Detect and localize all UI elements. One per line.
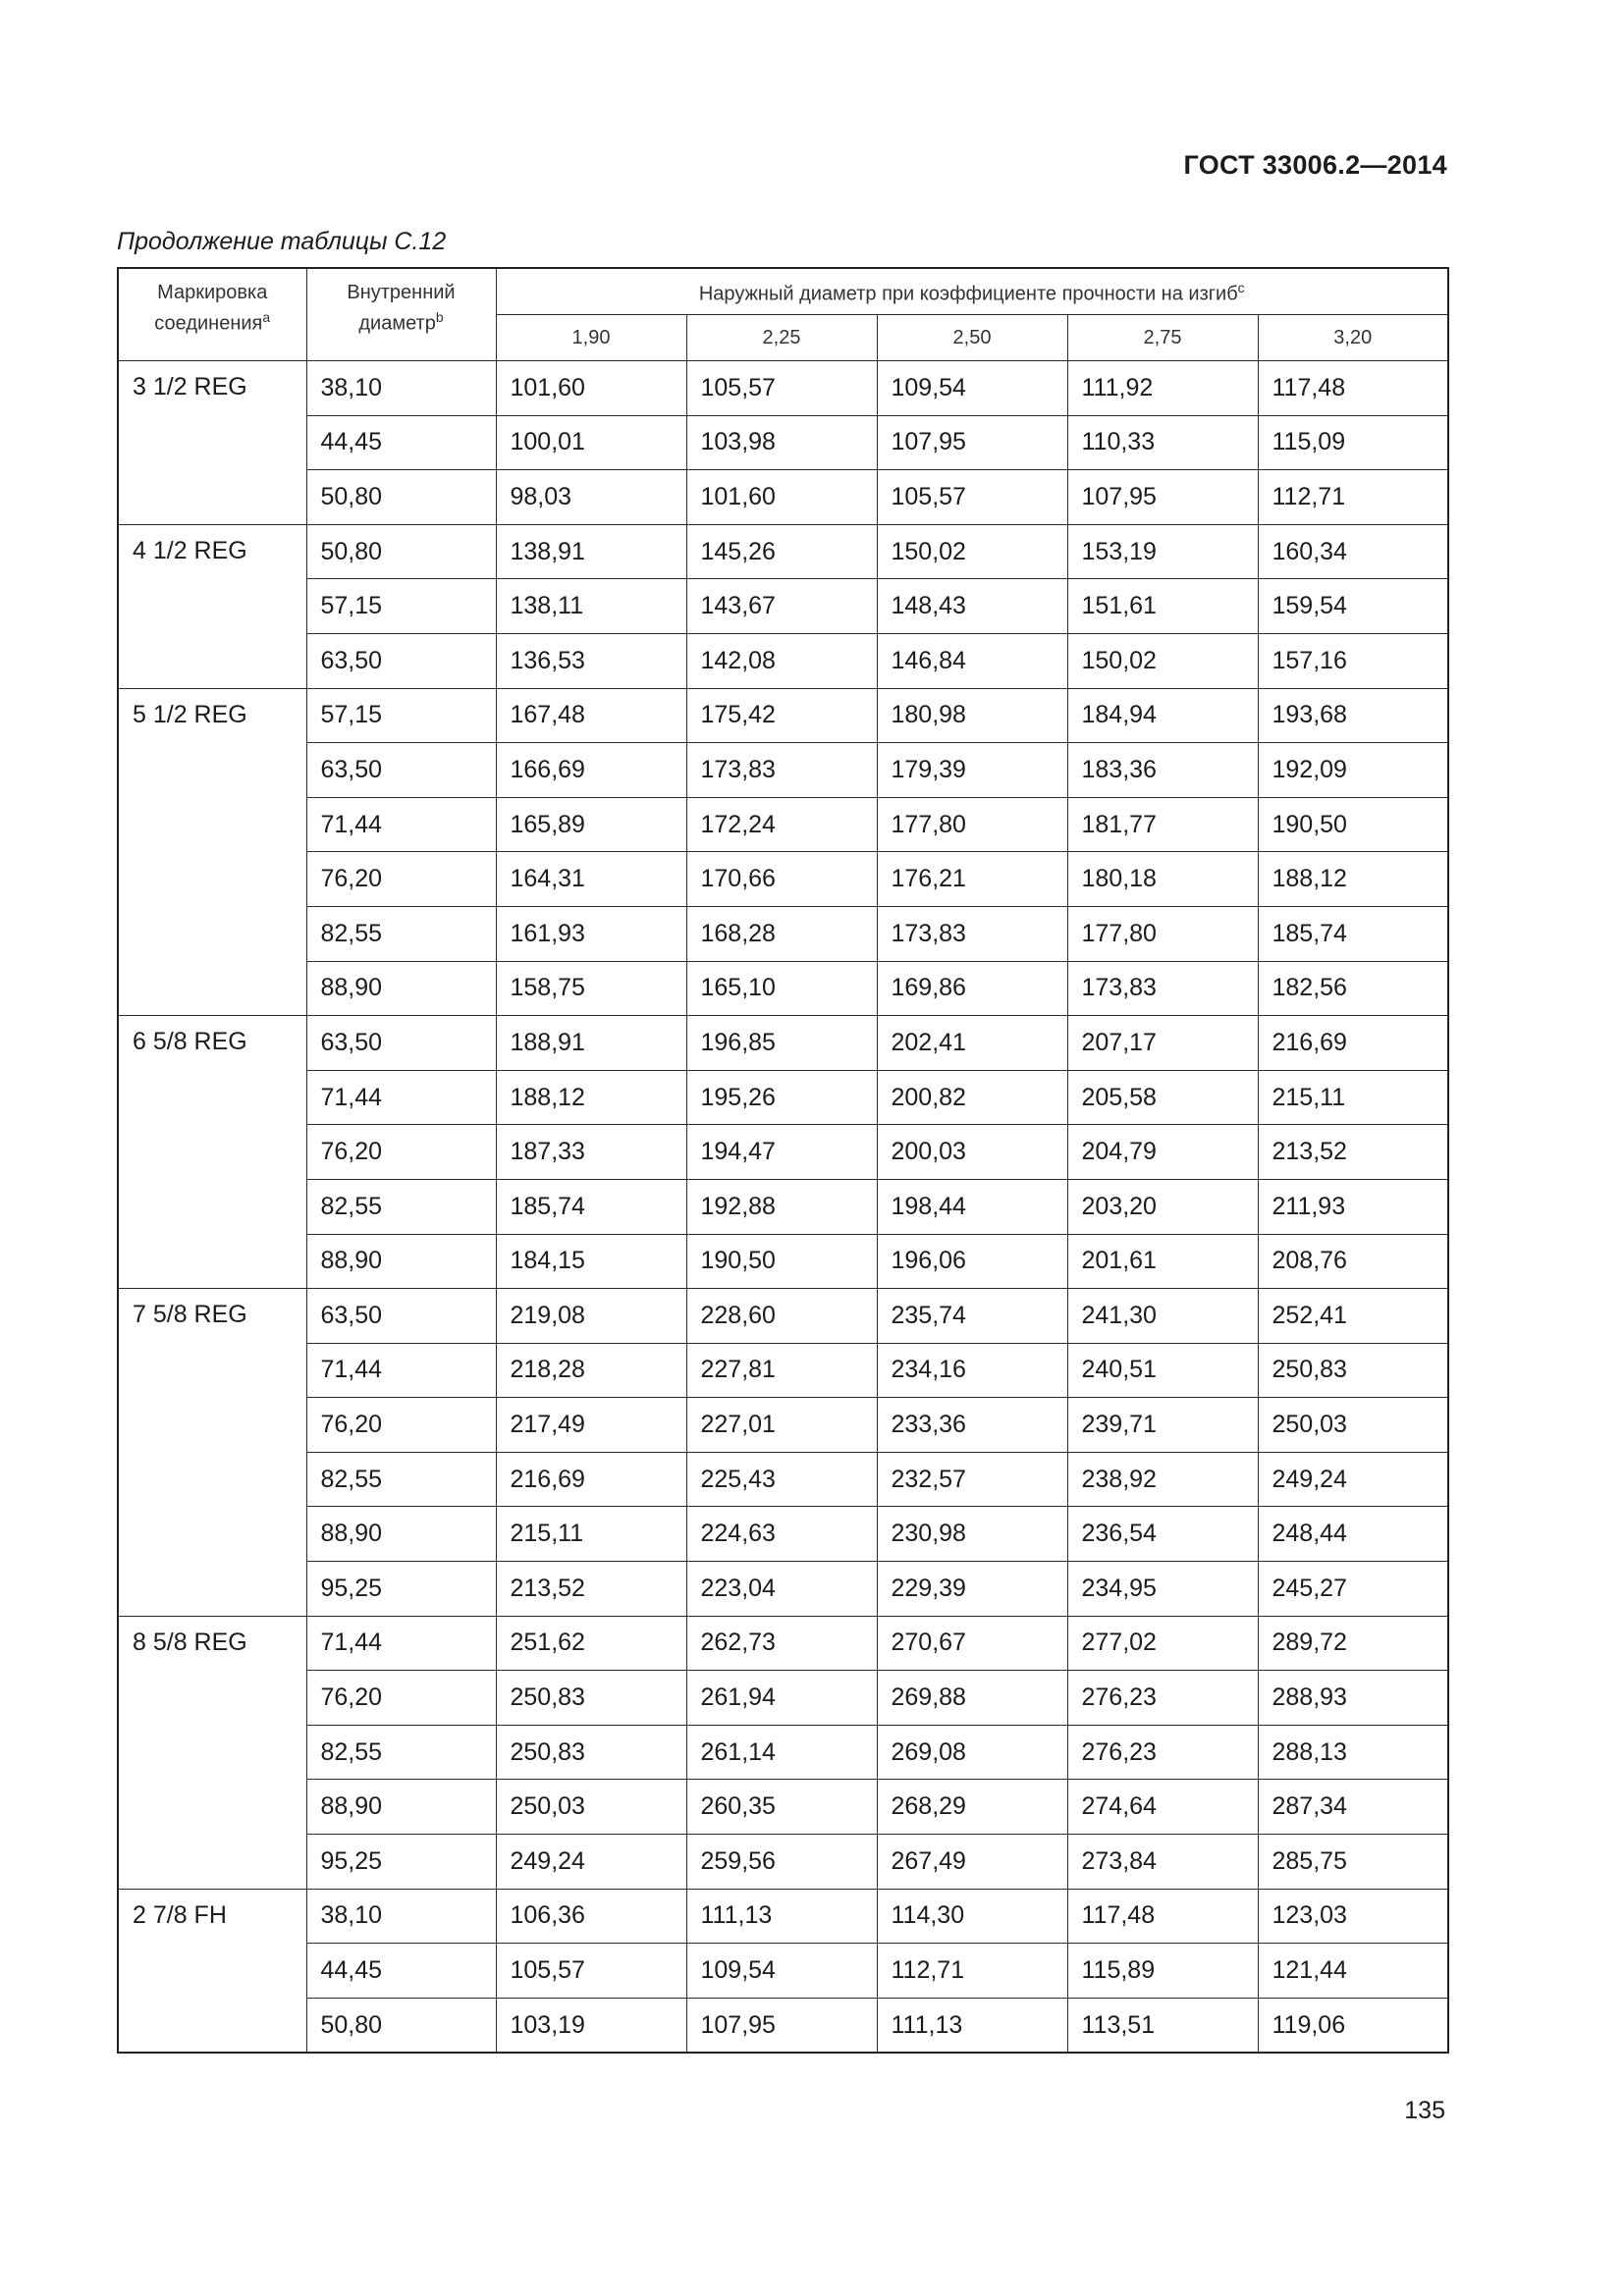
table-row [118, 1835, 1448, 1890]
table-row [118, 1944, 1448, 1999]
outer-diameter-cell: 227,01 [686, 1398, 877, 1453]
outer-diameter-cell: 111,92 [1067, 361, 1258, 416]
outer-diameter-cell: 216,69 [1258, 1016, 1448, 1071]
outer-diameter-cell: 230,98 [877, 1507, 1067, 1562]
outer-diameter-cell: 239,71 [1067, 1398, 1258, 1453]
outer-diameter-cell: 115,89 [1067, 1944, 1258, 1999]
outer-diameter-cell: 123,03 [1258, 1889, 1448, 1944]
table-row [118, 1289, 1448, 1344]
outer-diameter-cell: 173,83 [877, 906, 1067, 961]
inner-diameter-cell: 44,45 [306, 415, 496, 470]
outer-diameter-cell: 168,28 [686, 906, 877, 961]
outer-diameter-cell: 103,98 [686, 415, 877, 470]
connection-marking-cell: 4 1/2 REG [118, 524, 306, 688]
outer-diameter-cell: 101,60 [496, 361, 686, 416]
outer-diameter-cell: 228,60 [686, 1289, 877, 1344]
table-row [118, 852, 1448, 907]
inner-diameter-cell: 71,44 [306, 1616, 496, 1671]
outer-diameter-cell: 192,09 [1258, 743, 1448, 798]
outer-diameter-cell: 117,48 [1258, 361, 1448, 416]
table-row [118, 1343, 1448, 1398]
outer-diameter-cell: 172,24 [686, 797, 877, 852]
outer-diameter-cell: 192,88 [686, 1179, 877, 1234]
outer-diameter-cell: 234,95 [1067, 1562, 1258, 1617]
outer-diameter-cell: 238,92 [1067, 1452, 1258, 1507]
table-row [118, 1125, 1448, 1180]
outer-diameter-cell: 203,20 [1067, 1179, 1258, 1234]
outer-diameter-cell: 148,43 [877, 579, 1067, 634]
outer-diameter-cell: 111,13 [686, 1889, 877, 1944]
table-row [118, 1562, 1448, 1617]
outer-diameter-cell: 260,35 [686, 1780, 877, 1835]
outer-diameter-cell: 157,16 [1258, 633, 1448, 688]
outer-diameter-cell: 165,89 [496, 797, 686, 852]
outer-diameter-cell: 145,26 [686, 524, 877, 579]
table-row [118, 906, 1448, 961]
outer-diameter-cell: 211,93 [1258, 1179, 1448, 1234]
inner-diameter-cell: 63,50 [306, 633, 496, 688]
outer-diameter-cell: 112,71 [1258, 470, 1448, 525]
outer-diameter-cell: 252,41 [1258, 1289, 1448, 1344]
outer-diameter-cell: 249,24 [1258, 1452, 1448, 1507]
outer-diameter-cell: 180,18 [1067, 852, 1258, 907]
outer-diameter-cell: 188,12 [1258, 852, 1448, 907]
outer-diameter-cell: 164,31 [496, 852, 686, 907]
outer-diameter-cell: 176,21 [877, 852, 1067, 907]
outer-diameter-cell: 170,66 [686, 852, 877, 907]
outer-diameter-cell: 196,85 [686, 1016, 877, 1071]
outer-diameter-cell: 250,03 [1258, 1398, 1448, 1453]
outer-diameter-cell: 109,54 [877, 361, 1067, 416]
outer-diameter-cell: 182,56 [1258, 961, 1448, 1016]
inner-diameter-cell: 76,20 [306, 1398, 496, 1453]
table-row [118, 361, 1448, 416]
outer-diameter-cell: 207,17 [1067, 1016, 1258, 1071]
outer-diameter-cell: 183,36 [1067, 743, 1258, 798]
column-header-inner-diameter: Внутренний диаметр$^b$ [306, 268, 496, 361]
outer-diameter-cell: 250,03 [496, 1780, 686, 1835]
table-row [118, 1507, 1448, 1562]
coefficient-header: 2,25 [686, 315, 877, 361]
coefficient-header: 1,90 [496, 315, 686, 361]
inner-diameter-cell: 38,10 [306, 361, 496, 416]
outer-diameter-cell: 100,01 [496, 415, 686, 470]
outer-diameter-cell: 110,33 [1067, 415, 1258, 470]
outer-diameter-cell: 248,44 [1258, 1507, 1448, 1562]
outer-diameter-cell: 138,11 [496, 579, 686, 634]
outer-diameter-cell: 113,51 [1067, 1998, 1258, 2053]
outer-diameter-cell: 159,54 [1258, 579, 1448, 634]
outer-diameter-cell: 232,57 [877, 1452, 1067, 1507]
inner-diameter-cell: 57,15 [306, 688, 496, 743]
table-row [118, 579, 1448, 634]
outer-diameter-cell: 267,49 [877, 1835, 1067, 1890]
inner-diameter-cell: 88,90 [306, 1234, 496, 1289]
outer-diameter-cell: 193,68 [1258, 688, 1448, 743]
outer-diameter-cell: 114,30 [877, 1889, 1067, 1944]
outer-diameter-cell: 251,62 [496, 1616, 686, 1671]
outer-diameter-cell: 269,08 [877, 1725, 1067, 1780]
outer-diameter-cell: 105,57 [686, 361, 877, 416]
outer-diameter-cell: 173,83 [686, 743, 877, 798]
outer-diameter-cell: 101,60 [686, 470, 877, 525]
outer-diameter-cell: 229,39 [877, 1562, 1067, 1617]
inner-diameter-cell: 76,20 [306, 1671, 496, 1726]
table-row [118, 1725, 1448, 1780]
outer-diameter-cell: 105,57 [496, 1944, 686, 1999]
outer-diameter-cell: 249,24 [496, 1835, 686, 1890]
table-row [118, 470, 1448, 525]
outer-diameter-cell: 109,54 [686, 1944, 877, 1999]
connection-marking-cell: 8 5/8 REG [118, 1616, 306, 1889]
outer-diameter-cell: 177,80 [877, 797, 1067, 852]
table-row [118, 524, 1448, 579]
table-row [118, 633, 1448, 688]
outer-diameter-cell: 161,93 [496, 906, 686, 961]
table-row [118, 1671, 1448, 1726]
outer-diameter-cell: 200,82 [877, 1070, 1067, 1125]
inner-diameter-cell: 88,90 [306, 1780, 496, 1835]
table-row [118, 1234, 1448, 1289]
inner-diameter-cell: 71,44 [306, 1343, 496, 1398]
table-row [118, 1179, 1448, 1234]
inner-diameter-cell: 63,50 [306, 743, 496, 798]
outer-diameter-cell: 269,88 [877, 1671, 1067, 1726]
outer-diameter-cell: 241,30 [1067, 1289, 1258, 1344]
outer-diameter-cell: 175,42 [686, 688, 877, 743]
outer-diameter-cell: 276,23 [1067, 1725, 1258, 1780]
outer-diameter-cell: 215,11 [1258, 1070, 1448, 1125]
outer-diameter-cell: 160,34 [1258, 524, 1448, 579]
outer-diameter-cell: 107,95 [877, 415, 1067, 470]
outer-diameter-cell: 117,48 [1067, 1889, 1258, 1944]
outer-diameter-cell: 261,14 [686, 1725, 877, 1780]
table-row [118, 1070, 1448, 1125]
outer-diameter-cell: 188,12 [496, 1070, 686, 1125]
table-row [118, 797, 1448, 852]
outer-diameter-cell: 204,79 [1067, 1125, 1258, 1180]
outer-diameter-cell: 224,63 [686, 1507, 877, 1562]
table-row [118, 1780, 1448, 1835]
outer-diameter-cell: 166,69 [496, 743, 686, 798]
outer-diameter-cell: 167,48 [496, 688, 686, 743]
outer-diameter-cell: 276,23 [1067, 1671, 1258, 1726]
outer-diameter-cell: 151,61 [1067, 579, 1258, 634]
outer-diameter-cell: 158,75 [496, 961, 686, 1016]
outer-diameter-cell: 98,03 [496, 470, 686, 525]
outer-diameter-cell: 270,67 [877, 1616, 1067, 1671]
outer-diameter-cell: 111,13 [877, 1998, 1067, 2053]
coefficient-header: 3,20 [1258, 315, 1448, 361]
outer-diameter-cell: 223,04 [686, 1562, 877, 1617]
outer-diameter-cell: 217,49 [496, 1398, 686, 1453]
outer-diameter-cell: 233,36 [877, 1398, 1067, 1453]
inner-diameter-cell: 82,55 [306, 1725, 496, 1780]
table-row [118, 1998, 1448, 2053]
outer-diameter-cell: 185,74 [496, 1179, 686, 1234]
table-row [118, 743, 1448, 798]
column-header-outer-diameter: Наружный диаметр при коэффициенте прочности на изгиб$^c$ [496, 268, 1448, 315]
outer-diameter-cell: 200,03 [877, 1125, 1067, 1180]
table-caption: Продолжение таблицы С.12 [117, 228, 447, 255]
outer-diameter-cell: 213,52 [496, 1562, 686, 1617]
outer-diameter-cell: 202,41 [877, 1016, 1067, 1071]
inner-diameter-cell: 95,25 [306, 1562, 496, 1617]
outer-diameter-cell: 150,02 [1067, 633, 1258, 688]
inner-diameter-cell: 38,10 [306, 1889, 496, 1944]
inner-diameter-cell: 88,90 [306, 961, 496, 1016]
table-row [118, 961, 1448, 1016]
outer-diameter-cell: 188,91 [496, 1016, 686, 1071]
inner-diameter-cell: 71,44 [306, 797, 496, 852]
outer-diameter-cell: 261,94 [686, 1671, 877, 1726]
outer-diameter-cell: 201,61 [1067, 1234, 1258, 1289]
outer-diameter-cell: 213,52 [1258, 1125, 1448, 1180]
inner-diameter-cell: 63,50 [306, 1016, 496, 1071]
outer-diameter-cell: 245,27 [1258, 1562, 1448, 1617]
outer-diameter-cell: 180,98 [877, 688, 1067, 743]
outer-diameter-cell: 218,28 [496, 1343, 686, 1398]
outer-diameter-cell: 274,64 [1067, 1780, 1258, 1835]
outer-diameter-cell: 198,44 [877, 1179, 1067, 1234]
connection-marking-cell: 5 1/2 REG [118, 688, 306, 1016]
outer-diameter-cell: 173,83 [1067, 961, 1258, 1016]
outer-diameter-cell: 119,06 [1258, 1998, 1448, 2053]
inner-diameter-cell: 44,45 [306, 1944, 496, 1999]
coefficient-header: 2,50 [877, 315, 1067, 361]
coefficient-header: 2,75 [1067, 315, 1258, 361]
outer-diameter-cell: 227,81 [686, 1343, 877, 1398]
outer-diameter-cell: 177,80 [1067, 906, 1258, 961]
outer-diameter-cell: 112,71 [877, 1944, 1067, 1999]
table-row [118, 415, 1448, 470]
outer-diameter-cell: 287,34 [1258, 1780, 1448, 1835]
outer-diameter-cell: 277,02 [1067, 1616, 1258, 1671]
outer-diameter-cell: 289,72 [1258, 1616, 1448, 1671]
outer-diameter-cell: 195,26 [686, 1070, 877, 1125]
inner-diameter-cell: 82,55 [306, 906, 496, 961]
outer-diameter-cell: 194,47 [686, 1125, 877, 1180]
outer-diameter-cell: 150,02 [877, 524, 1067, 579]
outer-diameter-cell: 250,83 [496, 1671, 686, 1726]
outer-diameter-cell: 142,08 [686, 633, 877, 688]
outer-diameter-cell: 288,93 [1258, 1671, 1448, 1726]
inner-diameter-cell: 82,55 [306, 1179, 496, 1234]
column-header-marking: Маркировка соединения$^a$ [118, 268, 306, 361]
outer-diameter-cell: 216,69 [496, 1452, 686, 1507]
outer-diameter-cell: 259,56 [686, 1835, 877, 1890]
outer-diameter-cell: 184,94 [1067, 688, 1258, 743]
inner-diameter-cell: 50,80 [306, 1998, 496, 2053]
outer-diameter-cell: 169,86 [877, 961, 1067, 1016]
inner-diameter-cell: 71,44 [306, 1070, 496, 1125]
table-row [118, 1016, 1448, 1071]
outer-diameter-cell: 138,91 [496, 524, 686, 579]
outer-diameter-cell: 181,77 [1067, 797, 1258, 852]
outer-diameter-cell: 103,19 [496, 1998, 686, 2053]
outer-diameter-cell: 250,83 [496, 1725, 686, 1780]
outer-diameter-cell: 225,43 [686, 1452, 877, 1507]
table-row [118, 1616, 1448, 1671]
outer-diameter-cell: 285,75 [1258, 1835, 1448, 1890]
outer-diameter-cell: 234,16 [877, 1343, 1067, 1398]
outer-diameter-cell: 236,54 [1067, 1507, 1258, 1562]
outer-diameter-cell: 105,57 [877, 470, 1067, 525]
outer-diameter-cell: 121,44 [1258, 1944, 1448, 1999]
outer-diameter-cell: 208,76 [1258, 1234, 1448, 1289]
inner-diameter-cell: 82,55 [306, 1452, 496, 1507]
outer-diameter-cell: 205,58 [1067, 1070, 1258, 1125]
outer-diameter-cell: 288,13 [1258, 1725, 1448, 1780]
outer-diameter-cell: 196,06 [877, 1234, 1067, 1289]
outer-diameter-cell: 165,10 [686, 961, 877, 1016]
connection-marking-cell: 7 5/8 REG [118, 1289, 306, 1617]
inner-diameter-cell: 57,15 [306, 579, 496, 634]
connection-marking-cell: 2 7/8 FH [118, 1889, 306, 2053]
outer-diameter-cell: 153,19 [1067, 524, 1258, 579]
outer-diameter-cell: 273,84 [1067, 1835, 1258, 1890]
data-table [117, 267, 1449, 2054]
outer-diameter-cell: 235,74 [877, 1289, 1067, 1344]
outer-diameter-cell: 184,15 [496, 1234, 686, 1289]
inner-diameter-cell: 95,25 [306, 1835, 496, 1890]
table-row [118, 1889, 1448, 1944]
outer-diameter-cell: 187,33 [496, 1125, 686, 1180]
outer-diameter-cell: 107,95 [1067, 470, 1258, 525]
outer-diameter-cell: 179,39 [877, 743, 1067, 798]
outer-diameter-cell: 115,09 [1258, 415, 1448, 470]
table-row [118, 688, 1448, 743]
outer-diameter-cell: 106,36 [496, 1889, 686, 1944]
outer-diameter-cell: 250,83 [1258, 1343, 1448, 1398]
outer-diameter-cell: 240,51 [1067, 1343, 1258, 1398]
outer-diameter-cell: 146,84 [877, 633, 1067, 688]
outer-diameter-cell: 190,50 [1258, 797, 1448, 852]
outer-diameter-cell: 219,08 [496, 1289, 686, 1344]
document-standard-number: ГОСТ 33006.2—2014 [1183, 150, 1447, 180]
page-number: 135 [1404, 2097, 1445, 2124]
connection-marking-cell: 6 5/8 REG [118, 1016, 306, 1289]
inner-diameter-cell: 50,80 [306, 470, 496, 525]
outer-diameter-cell: 143,67 [686, 579, 877, 634]
table-row [118, 1398, 1448, 1453]
outer-diameter-cell: 190,50 [686, 1234, 877, 1289]
connection-marking-cell: 3 1/2 REG [118, 361, 306, 525]
outer-diameter-cell: 185,74 [1258, 906, 1448, 961]
table-row [118, 1452, 1448, 1507]
inner-diameter-cell: 76,20 [306, 1125, 496, 1180]
inner-diameter-cell: 88,90 [306, 1507, 496, 1562]
outer-diameter-cell: 215,11 [496, 1507, 686, 1562]
outer-diameter-cell: 268,29 [877, 1780, 1067, 1835]
outer-diameter-cell: 262,73 [686, 1616, 877, 1671]
outer-diameter-cell: 107,95 [686, 1998, 877, 2053]
inner-diameter-cell: 63,50 [306, 1289, 496, 1344]
inner-diameter-cell: 50,80 [306, 524, 496, 579]
inner-diameter-cell: 76,20 [306, 852, 496, 907]
outer-diameter-cell: 136,53 [496, 633, 686, 688]
